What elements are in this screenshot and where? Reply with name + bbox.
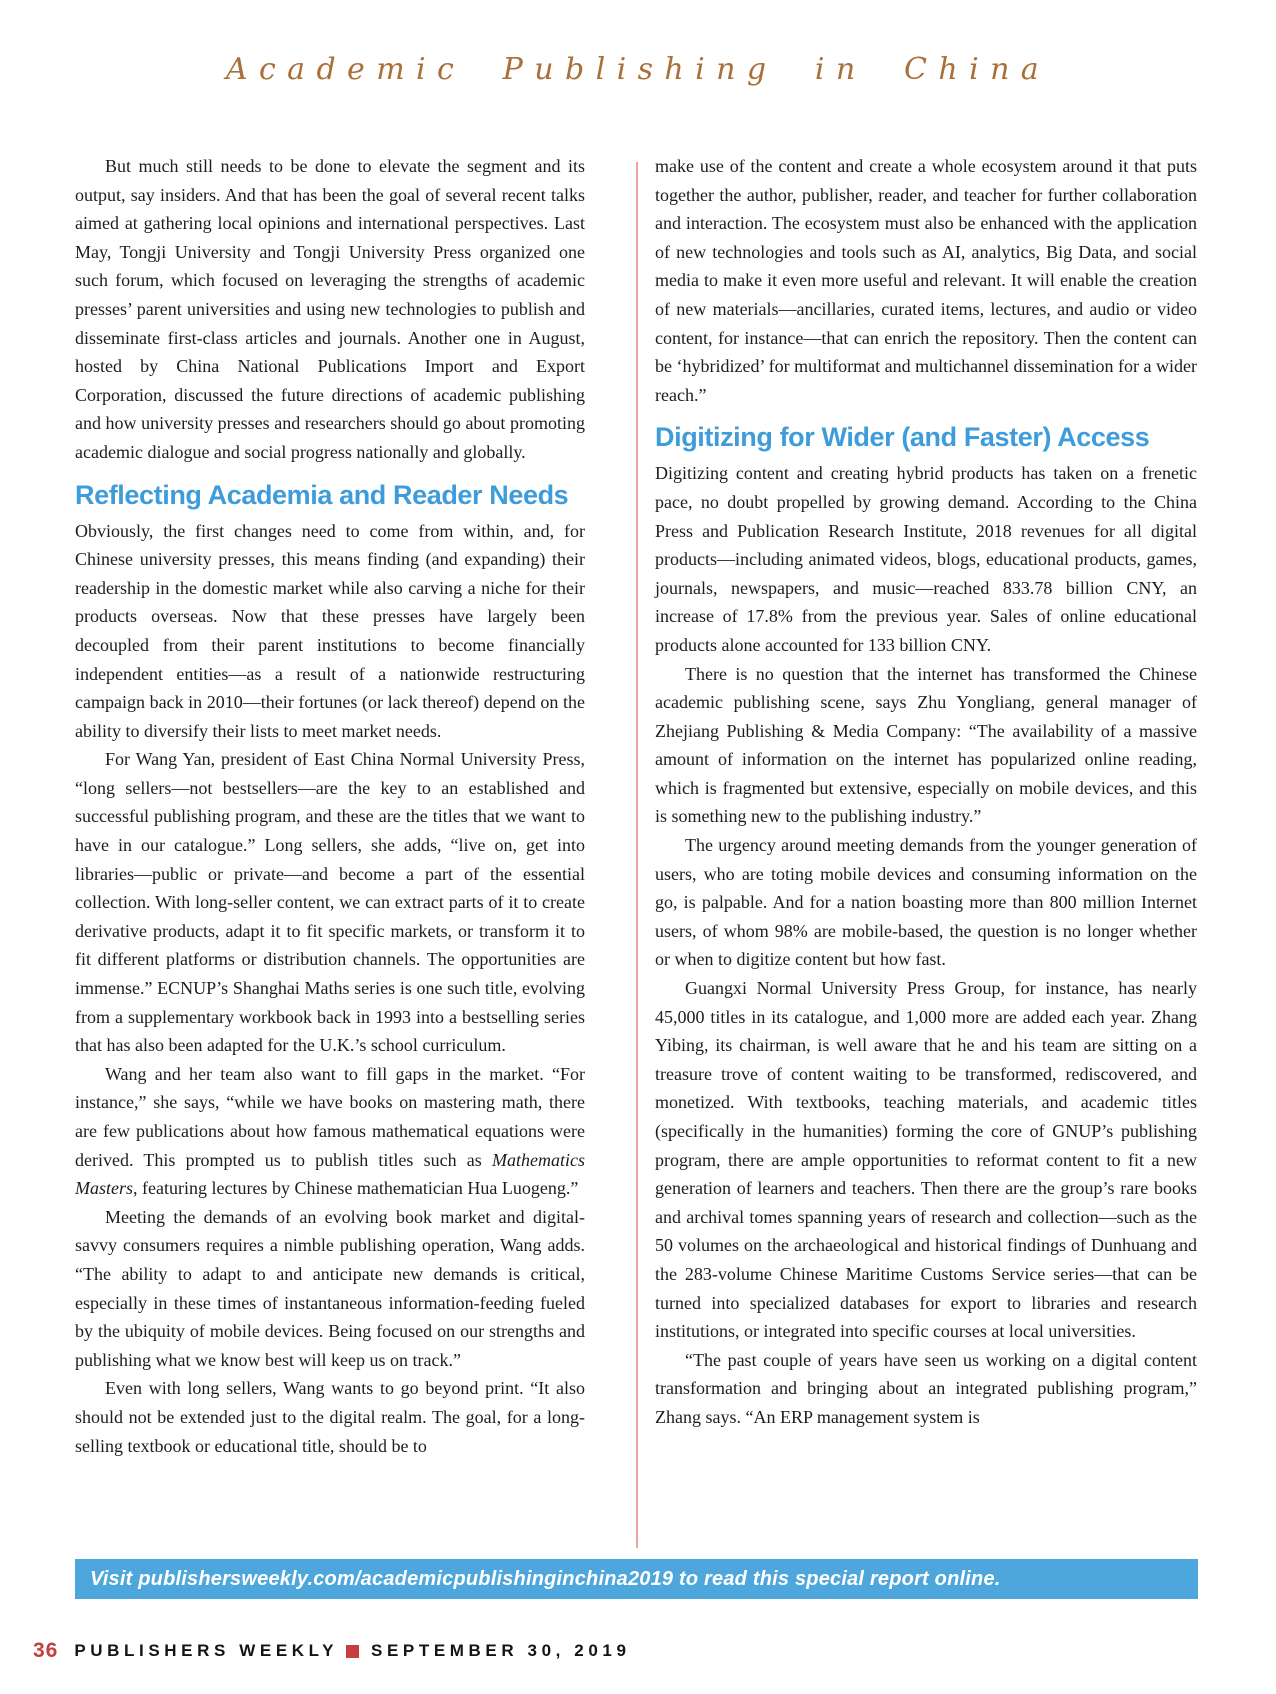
right-column xyxy=(655,152,1197,1556)
left-column xyxy=(75,152,585,1556)
article-section-title: Academic Publishing in China xyxy=(225,52,1051,87)
paragraph xyxy=(75,1060,585,1203)
footer-separator-square-icon xyxy=(346,1645,359,1658)
paragraph: For Wang Yan, president of East China Normal University Press, “long sellers—not bestsellers—are the key to an established and successful publishing program, and these are the titles that we want to have in our catalogue.” Long sellers, she adds, “live on, get into libraries—public or private—and become a part of the essential collection. With long-seller content, we can extract parts of it to create derivative products, adapt it to fit specific markets, or transform it to fit different platforms or distribution channels. The opportunities are immense.” ECNUP’s Shanghai Maths series is one such title, evolving from a supplementary workbook back in 1993 into a bestselling series that has also been adapted for the U.K.’s school curriculum. xyxy=(75,749,585,1056)
page-footer xyxy=(33,1639,631,1663)
book-title-italic: Mathematics Masters xyxy=(75,1149,585,1199)
paragraph-continuation: make use of the content and create a whole ecosystem around it that puts together the author, publisher, reader, and teacher for further collaboration and interaction. The ecosystem must also be enhanced with the application of new technologies and tools such as AI, analytics, Big Data, and social media to make it even more useful and relevant. It will enable the creation of new materials—ancillaries, curated items, lectures, and audio or video content, for instance—that can enrich the repository. Then the content can be ‘hybridized’ for multiformat and multichannel dissemination for a wider reach.” xyxy=(655,156,1197,405)
issue-date: SEPTEMBER 30, 2019 xyxy=(371,1641,631,1660)
paragraph: “The past couple of years have seen us working on a digital content transformation and bringing about an integrated publishing program,” Zhang says. “An ERP management system is xyxy=(655,1349,1197,1427)
paragraph: Obviously, the first changes need to come from within, and, for Chinese university presses, this means finding (and expanding) their readership in the domestic market while also carving a niche for their products overseas. Now that these presses have largely been decoupled from their parent institutions to become financially independent entities—as a result of a nationwide restructuring campaign back in 2010—their fortunes (or lack thereof) depend on the ability to diversify their lists to meet market needs. xyxy=(75,520,585,741)
banner-text: Visit publishersweekly.com/academicpublishinginchina2019 to read this special report online. xyxy=(90,1567,1001,1590)
paragraph-text: , featuring lectures by Chinese mathematician Hua Luogeng.” xyxy=(133,1178,579,1199)
paragraph: Digitizing content and creating hybrid products has taken on a frenetic pace, no doubt propelled by growing demand. According to the China Press and Publication Research Institute, 2018 revenues for all digital products—including animated videos, blogs, educational products, games, journals, newspapers, and music—reached 833.78 billion CNY, an increase of 17.8% from the previous year. Sales of online educational products alone accounted for 133 billion CNY. xyxy=(655,463,1197,655)
paragraph-intro: But much still needs to be done to elevate the segment and its output, say insiders. And that has been the goal of several recent talks aimed at gathering local opinions and international perspectives. Last May, Tongji University and Tongji University Press organized one such forum, which focused on leveraging the strengths of academic presses’ parent universities and using new technologies to publish and disseminate first-class articles and journals. Another one in August, hosted by China National Publications Import and Export Corporation, discussed the future directions of academic publishing and how university presses and researchers should go about promoting academic dialogue and social progress nationally and globally. xyxy=(75,156,585,462)
magazine-name: PUBLISHERS WEEKLY xyxy=(74,1641,339,1660)
paragraph: Meeting the demands of an evolving book market and digital-savvy consumers requires a nimble publishing operation, Wang adds. “The ability to adapt to and anticipate new demands is critical, especially in these times of instantaneous information-feeding fueled by the ubiquity of mobile devices. Being focused on our strengths and publishing what we know best will keep us on track.” xyxy=(75,1206,585,1370)
section-heading-digitizing: Digitizing for Wider (and Faster) Access xyxy=(655,422,1150,453)
paragraph: There is no question that the internet has transformed the Chinese academic publishing scene, says Zhu Yongliang, general manager of Zhejiang Publishing & Media Company: “The availability of a massive amount of information on the internet has popularized online reading, which is fragmented but extensive, especially on mobile devices, and this is something new to the publishing industry.” xyxy=(655,663,1197,827)
page-number: 36 xyxy=(33,1639,59,1662)
paragraph: Guangxi Normal University Press Group, for instance, has nearly 45,000 titles in its catalogue, and 1,000 more are added each year. Zhang Yibing, its chairman, is well aware that he and his team are sitting on a treasure trove of content waiting to be transformed, rediscovered, and monetized. With textbooks, teaching materials, and academic titles (specifically in the humanities) forming the core of GNUP’s publishing program, there are ample opportunities to reformat content to fit a new generation of learners and teachers. Then there are the group’s rare books and archival tomes spanning years of research and collection—such as the 50 volumes on the archaeological and historical findings of Dunhuang and the 283-volume Chinese Maritime Customs Service series—that can be turned into specialized databases for export to libraries and research institutions, or integrated into specific courses at local universities. xyxy=(655,978,1197,1342)
report-link-banner xyxy=(75,1559,1198,1599)
paragraph: The urgency around meeting demands from the younger generation of users, who are toting mobile devices and consuming information on the go, is palpable. And for a nation boasting more than 800 million Internet users, of whom 98% are mobile-based, the question is no longer whether or when to digitize content but how fast. xyxy=(655,835,1197,970)
section-heading-reflecting: Reflecting Academia and Reader Needs xyxy=(75,479,569,510)
paragraph: Even with long sellers, Wang wants to go beyond print. “It also should not be extended just to the digital realm. The goal, for a long-selling textbook or educational title, should be to xyxy=(75,1378,585,1456)
paragraph-text: Wang and her team also want to fill gaps in the market. “For instance,” she says, “while we have books on mastering math, there are few publications about how famous mathematical equations were derived. This prompted us to publish titles such as xyxy=(75,1063,585,1170)
article-body xyxy=(75,152,1197,1556)
